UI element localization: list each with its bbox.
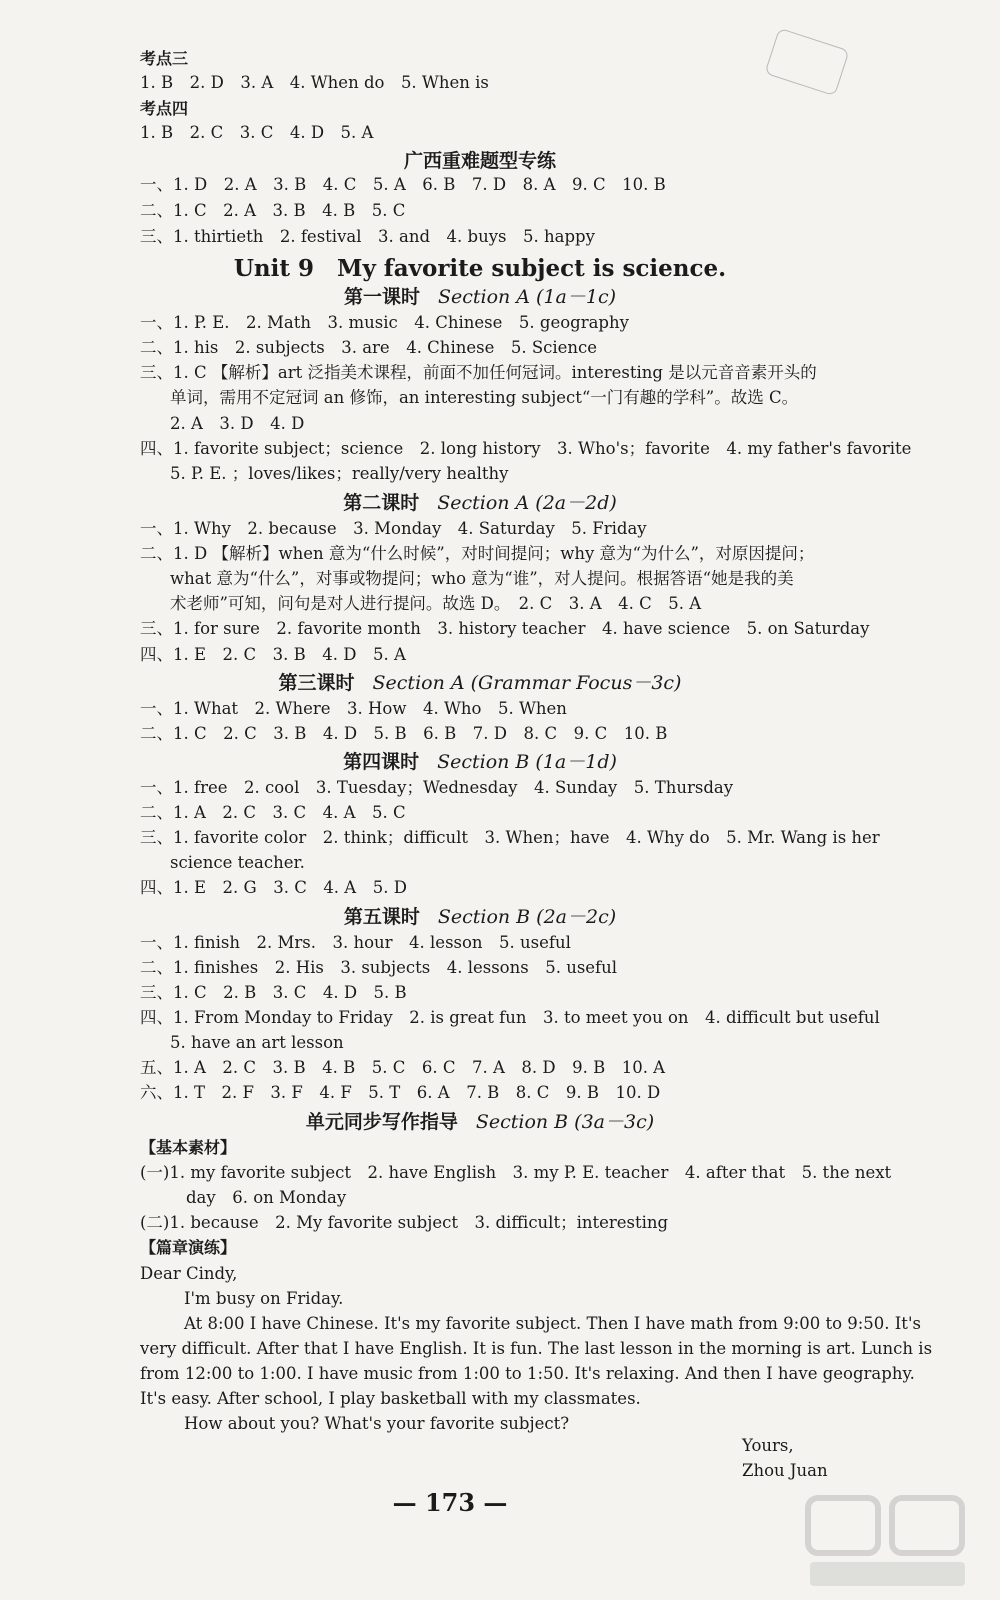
practice-title: 【篇章演练】 [140, 1238, 237, 1257]
letter-greeting: Dear Cindy, [140, 1264, 238, 1283]
lesson-2-part-2-a: 二、1. D 【解析】when 意为“什么时候”，对时间提问；why 意为“为什么”，对原因提问； [140, 544, 815, 563]
lesson-5-cn: 第五课时 [343, 906, 420, 928]
lesson-2-en: Section A (2a－2d) [437, 492, 617, 514]
lesson-5-heading [0, 902, 960, 929]
writing-en: Section B (3a－3c) [475, 1111, 655, 1133]
basic-material-2: (二)1. because 2. My favorite subject 3. difficult；interesting [140, 1213, 669, 1232]
guangxi-part-2: 二、1. C 2. A 3. B 4. B 5. C [140, 201, 406, 220]
lesson-1-part-4-a: 四、1. favorite subject；science 2. long history 3. Who's；favorite 4. my father's favorite [140, 439, 912, 458]
guangxi-part-3: 三、1. thirtieth 2. festival 3. and 4. buys 5. happy [140, 227, 595, 246]
lesson-4-part-3-a: 三、1. favorite color 2. think；difficult 3. When；have 4. Why do 5. Mr. Wang is her [140, 828, 880, 847]
lesson-2-part-1: 一、1. Why 2. because 3. Monday 4. Saturday 5. Friday [140, 519, 647, 538]
lesson-5-part-2: 二、1. finishes 2. His 3. subjects 4. lessons 5. useful [140, 958, 618, 977]
letter-closing: Yours, [742, 1436, 794, 1455]
letter-para-2-a: At 8:00 I have Chinese. It's my favorite subject. Then I have math from 9:00 to 9:50. It's [184, 1314, 921, 1333]
lesson-4-part-2: 二、1. A 2. C 3. C 4. A 5. C [140, 803, 406, 822]
lesson-3-en: Section A (Grammar Focus－3c) [372, 672, 682, 694]
writing-heading [0, 1107, 960, 1134]
lesson-4-heading [0, 747, 960, 774]
lesson-5-part-3: 三、1. C 2. B 3. C 4. D 5. B [140, 983, 407, 1002]
lesson-2-part-4: 四、1. E 2. C 3. B 4. D 5. A [140, 645, 406, 664]
lesson-1-part-4-b: 5. P. E. ；loves/likes；really/very healthy [170, 464, 509, 483]
lesson-4-en: Section B (1a－1d) [437, 751, 617, 773]
basic-material-title: 【基本素材】 [140, 1138, 237, 1157]
lesson-1-part-2: 二、1. his 2. subjects 3. are 4. Chinese 5. Science [140, 338, 598, 357]
lesson-5-part-1: 一、1. finish 2. Mrs. 3. hour 4. lesson 5. useful [140, 933, 571, 952]
kaodian-3-title: 考点三 [140, 49, 189, 68]
watermark-icon [800, 1490, 975, 1595]
lesson-4-part-1: 一、1. free 2. cool 3. Tuesday；Wednesday 4. Sunday 5. Thursday [140, 778, 734, 797]
lesson-2-heading [0, 488, 960, 515]
lesson-1-heading [0, 282, 960, 309]
writing-cn: 单元同步写作指导 [305, 1111, 458, 1133]
letter-para-3: How about you? What's your favorite subject? [184, 1414, 570, 1433]
lesson-2-part-2-b: what 意为“什么”，对事或物提问；who 意为“谁”，对人提问。根据答语“她是我的美 [170, 569, 794, 588]
page-number: — 173 — [392, 1488, 508, 1517]
lesson-4-part-3-b: science teacher. [170, 853, 305, 872]
lesson-1-part-3-a: 三、1. C 【解析】art 泛指美术课程，前面不加任何冠词。interesting 是以元音音素开头的 [140, 363, 817, 382]
lesson-5-en: Section B (2a－2c) [437, 906, 617, 928]
kaodian-4-answers: 1. B 2. C 3. C 4. D 5. A [140, 123, 374, 142]
lesson-2-cn: 第二课时 [343, 492, 420, 514]
lesson-3-part-2: 二、1. C 2. C 3. B 4. D 5. B 6. B 7. D 8. C 9. C 10. B [140, 724, 668, 743]
basic-material-1-b: day 6. on Monday [186, 1188, 347, 1207]
lesson-5-part-4-b: 5. have an art lesson [170, 1033, 344, 1052]
letter-para-2-b: very difficult. After that I have English. It is fun. The last lesson in the morning is art. Lunch is [140, 1339, 933, 1358]
letter-para-2-c: from 12:00 to 1:00. I have music from 1:00 to 1:50. It's relaxing. And then I have geography. [140, 1364, 915, 1383]
guangxi-section-title: 广西重难题型专练 [403, 150, 556, 172]
lesson-1-part-3-b: 单词，需用不定冠词 an 修饰，an interesting subject“一门有趣的学科”。故选 C。 [170, 388, 799, 407]
lesson-3-heading [0, 668, 960, 695]
kaodian-4-title: 考点四 [140, 99, 189, 118]
lesson-3-cn: 第三课时 [278, 672, 355, 694]
lesson-5-part-5: 五、1. A 2. C 3. B 4. B 5. C 6. C 7. A 8. D 9. B 10. A [140, 1058, 666, 1077]
basic-material-1-a: (一)1. my favorite subject 2. have English 3. my P. E. teacher 4. after that 5. the next [140, 1163, 892, 1182]
stamp-icon [764, 28, 849, 97]
lesson-3-part-1: 一、1. What 2. Where 3. How 4. Who 5. When [140, 699, 567, 718]
kaodian-3-answers: 1. B 2. D 3. A 4. When do 5. When is [140, 73, 489, 92]
unit-title: Unit 9 My favorite subject is science. [233, 255, 727, 282]
lesson-1-en: Section A (1a－1c) [437, 286, 617, 308]
lesson-4-cn: 第四课时 [343, 751, 420, 773]
lesson-2-part-2-c: 术老师”可知，问句是对人进行提问。故选 D。 2. C 3. A 4. C 5. A [170, 594, 702, 613]
guangxi-part-1: 一、1. D 2. A 3. B 4. C 5. A 6. B 7. D 8. A 9. C 10. B [140, 175, 666, 194]
letter-para-1: I'm busy on Friday. [184, 1289, 344, 1308]
lesson-5-part-4-a: 四、1. From Monday to Friday 2. is great fun 3. to meet you on 4. difficult but useful [140, 1008, 880, 1027]
letter-para-2-d: It's easy. After school, I play basketball with my classmates. [140, 1389, 641, 1408]
lesson-1-part-3-c: 2. A 3. D 4. D [170, 414, 305, 433]
lesson-4-part-4: 四、1. E 2. G 3. C 4. A 5. D [140, 878, 407, 897]
lesson-1-cn: 第一课时 [343, 286, 420, 308]
lesson-5-part-6: 六、1. T 2. F 3. F 4. F 5. T 6. A 7. B 8. C 9. B 10. D [140, 1083, 661, 1102]
letter-signature: Zhou Juan [742, 1461, 828, 1480]
lesson-2-part-3: 三、1. for sure 2. favorite month 3. history teacher 4. have science 5. on Saturday [140, 619, 870, 638]
lesson-1-part-1: 一、1. P. E. 2. Math 3. music 4. Chinese 5. geography [140, 313, 629, 332]
